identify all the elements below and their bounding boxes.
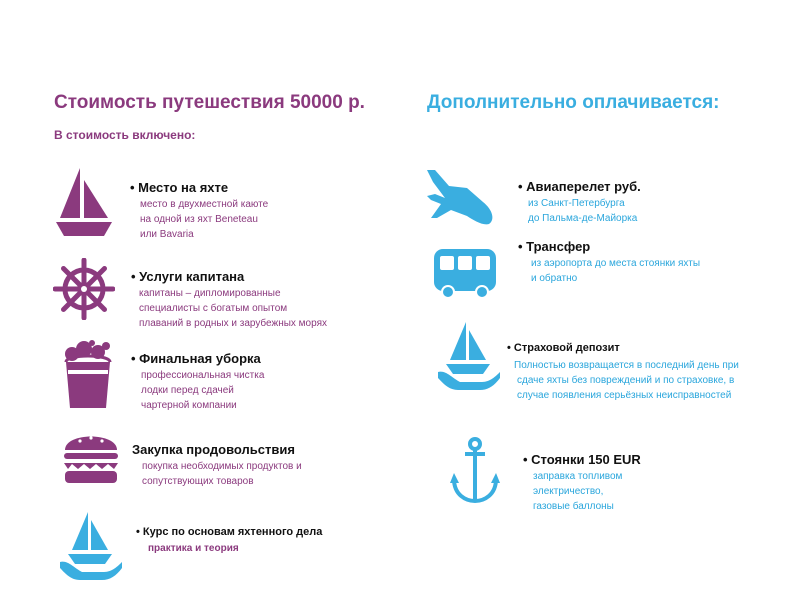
item-line: чартерной компании [141, 400, 237, 411]
anchor-icon [450, 437, 500, 507]
item-line: плаваний в родных и зарубежных морях [139, 318, 327, 329]
item-line: и обратно [531, 273, 578, 284]
extra-item-flight [518, 179, 641, 226]
item-line: или Bavaria [140, 229, 194, 240]
item-title: • Стоянки 150 EUR [523, 452, 641, 467]
item-line: покупка необходимых продуктов и [142, 461, 302, 472]
included-item-berth [130, 180, 268, 242]
airplane-icon [423, 162, 499, 226]
heading-price: Стоимость путешествия 50000 р. [54, 92, 365, 113]
item-line: специалисты с богатым опытом [139, 303, 288, 314]
sailboat-hand-icon [58, 510, 124, 580]
item-line: сдаче яхты без повреждений и по страховке, в [517, 375, 735, 386]
item-line: газовые баллоны [533, 501, 614, 512]
included-item-provisions [132, 442, 302, 489]
extra-item-transfer [518, 239, 700, 286]
item-line: заправка топливом [533, 471, 623, 482]
item-line: сопутствующих товаров [142, 476, 254, 487]
item-line: из аэропорта до места стоянки яхты [531, 258, 701, 269]
item-line: Полностью возвращается в последний день при [514, 360, 739, 371]
item-line: капитаны – дипломированные [139, 288, 281, 299]
subheading-included: В стоимость включено: [54, 128, 196, 142]
item-line: из Санкт-Петербурга [528, 198, 625, 209]
heading-extra: Дополнительно оплачивается: [427, 92, 720, 113]
bus-icon [433, 248, 497, 300]
item-title: • Услуги капитана [131, 269, 245, 284]
item-title: • Страховой депозит [507, 342, 620, 354]
item-line: до Пальма-де-Майорка [528, 213, 638, 224]
included-item-cleaning [131, 351, 264, 413]
item-line: профессиональная чистка [141, 370, 265, 381]
included-item-course [136, 524, 322, 556]
item-line: место в двухместной каюте [140, 199, 269, 210]
item-title: • Курс по основам яхтенного дела [136, 526, 323, 538]
item-line: на одной из яхт Beneteau [140, 214, 258, 225]
included-item-captain [131, 269, 327, 331]
extra-item-parking [523, 452, 641, 514]
item-title: Закупка продовольствия [132, 442, 295, 457]
item-line: лодки перед сдачей [141, 385, 234, 396]
extra-item-deposit [507, 340, 739, 403]
sailboat-hand-icon [436, 320, 502, 390]
item-title: • Место на яхте [130, 180, 229, 195]
cleaning-bucket-icon [62, 340, 114, 410]
item-line: электричество, [533, 486, 604, 497]
ship-wheel-icon [53, 258, 115, 320]
burger-icon [62, 428, 120, 486]
item-line: практика и теория [148, 543, 239, 554]
item-title: • Финальная уборка [131, 351, 261, 366]
item-title: • Трансфер [518, 239, 591, 254]
item-title: • Авиаперелет руб. [518, 179, 641, 194]
item-line: случае появления серьёзных неисправностей [517, 390, 732, 401]
sailboat-icon [56, 166, 112, 238]
